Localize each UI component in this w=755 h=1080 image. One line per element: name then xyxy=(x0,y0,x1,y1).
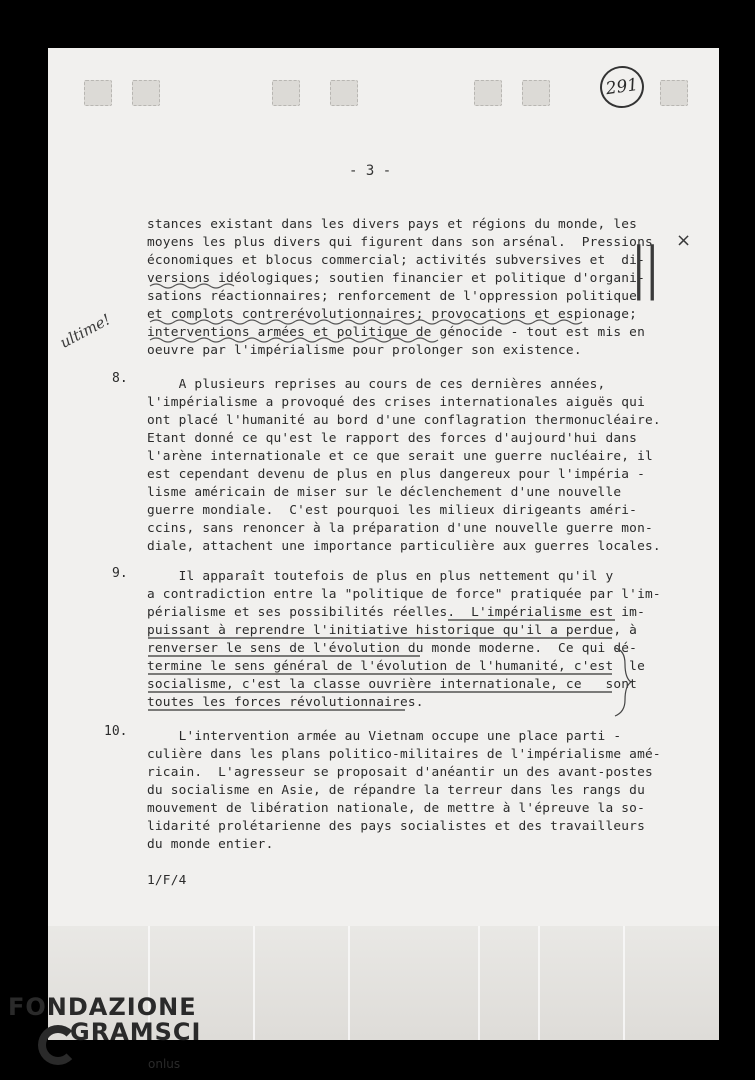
text-line: interventions armées et politique de génocide - tout est mis en xyxy=(147,325,645,340)
text-line: Il apparaît toutefois de plus en plus nettement qu'il y xyxy=(147,569,614,584)
paragraph-number: 10. xyxy=(104,724,128,739)
text-line: l'impérialisme a provoqué des crises internationales aiguës qui xyxy=(147,395,645,410)
text-line: mouvement de libération nationale, de mettre à l'épreuve la so- xyxy=(147,801,645,816)
text-line: lidarité prolétarienne des pays socialistes et des travailleurs xyxy=(147,819,645,834)
punch-hole xyxy=(272,80,300,106)
punch-hole xyxy=(330,80,358,106)
paper-stripe xyxy=(348,926,350,1040)
text-line: A plusieurs reprises au cours de ces dernières années, xyxy=(147,377,606,392)
paper-stripe xyxy=(538,926,540,1040)
logo-suffix: onlus xyxy=(148,1057,181,1071)
text-line: renverser le sens de l'évolution du monde moderne. Ce qui dé- xyxy=(147,641,638,656)
text-line: périalisme et ses possibilités réelles. L'impérialisme est im- xyxy=(147,605,645,620)
text-line: toutes les forces révolutionnaires. xyxy=(147,695,424,710)
paper-stripe xyxy=(623,926,625,1040)
text-line: versions idéologiques; soutien financier et politique d'organi- xyxy=(147,271,645,286)
text-line: économiques et blocus commercial; activités subversives et di- xyxy=(147,253,645,268)
punch-hole xyxy=(84,80,112,106)
paper-stripe xyxy=(253,926,255,1040)
text-line: stances existant dans les divers pays et régions du monde, les xyxy=(147,217,638,232)
text-line: moyens les plus divers qui figurent dans son arsénal. Pressions xyxy=(147,235,653,250)
text-line: lisme américain de miser sur le déclenchement d'une nouvelle xyxy=(147,485,622,500)
text-line: guerre mondiale. C'est pourquoi les milieux dirigeants améri- xyxy=(147,503,638,518)
logo-line1: FONDAZIONE xyxy=(8,993,197,1021)
text-line: du socialisme en Asie, de répandre la terreur dans les rangs du xyxy=(147,783,645,798)
reference-code: 1/F/4 xyxy=(147,873,187,888)
logo-g-icon xyxy=(38,1025,78,1065)
paragraph-number: 9. xyxy=(112,566,128,581)
text-line: est cependant devenu de plus en plus dangereux pour l'impéria - xyxy=(147,467,645,482)
text-line: Etant donné ce qu'est le rapport des forces d'aujourd'hui dans xyxy=(147,431,638,446)
punch-hole xyxy=(522,80,550,106)
logo-line2: GRAMSCI xyxy=(70,1018,202,1046)
paragraph-number: 8. xyxy=(112,371,128,386)
paper-stripe xyxy=(478,926,480,1040)
punch-hole xyxy=(132,80,160,106)
text-line: L'intervention armée au Vietnam occupe une place parti - xyxy=(147,729,622,744)
text-line: oeuvre par l'impérialisme pour prolonger son existence. xyxy=(147,343,582,358)
text-line: du monde entier. xyxy=(147,837,274,852)
text-line: termine le sens général de l'évolution de l'humanité, c'est le xyxy=(147,659,645,674)
handwritten-note: ultime! xyxy=(56,310,114,352)
text-line: ccins, sans renoncer à la préparation d'une nouvelle guerre mon- xyxy=(147,521,653,536)
text-line: diale, attachent une importance particulière aux guerres locales. xyxy=(147,539,661,554)
handwritten-x-mark: × xyxy=(676,230,692,251)
text-line: ont placé l'humanité au bord d'une conflagration thermonucléaire. xyxy=(147,413,661,428)
text-line: culière dans les plans politico-militaires de l'impérialisme amé- xyxy=(147,747,661,762)
punch-hole xyxy=(660,80,688,106)
text-line: et complots contrerévolutionnaires; provocations et espionage; xyxy=(147,307,638,322)
folio-stamp: 291 xyxy=(597,63,646,111)
text-line: puissant à reprendre l'initiative historique qu'il a perdue, à xyxy=(147,623,638,638)
text-line: l'arène internationale et ce que serait une guerre nucléaire, il xyxy=(147,449,653,464)
text-line: a contradiction entre la "politique de force" pratiquée par l'im- xyxy=(147,587,661,602)
punch-hole xyxy=(474,80,502,106)
text-line: sations réactionnaires; renforcement de l'oppression politique xyxy=(147,289,638,304)
page-number: - 3 - xyxy=(349,163,392,179)
fondazione-gramsci-logo xyxy=(8,993,202,1071)
handwritten-bar-marks: || xyxy=(632,236,659,302)
text-line: socialisme, c'est la classe ouvrière internationale, ce sont xyxy=(147,677,638,692)
text-line: ricain. L'agresseur se proposait d'anéantir un des avant-postes xyxy=(147,765,653,780)
